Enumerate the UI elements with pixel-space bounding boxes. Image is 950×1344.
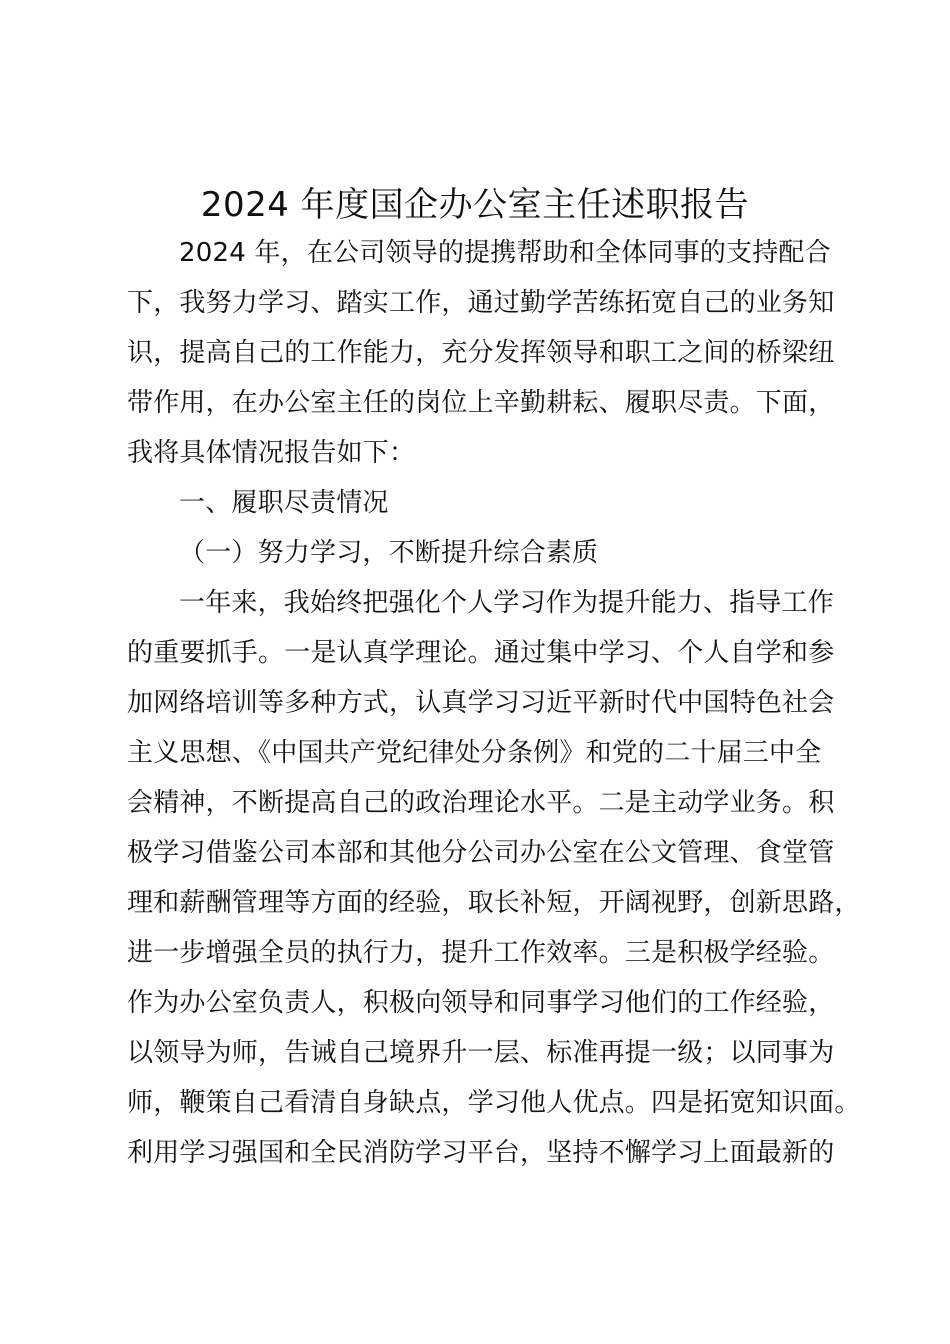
paragraph-line: 的重要抓手。一是认真学理论。通过集中学习、个人自学和参 <box>127 638 835 668</box>
paragraph-line: 主义思想、《中国共产党纪律处分条例》和党的二十届三中全 <box>127 738 822 768</box>
paragraph-line: 会精神，不断提高自己的政治理论水平。二是主动学业务。积 <box>127 788 835 818</box>
paragraph-line: 下，我努力学习、踏实工作，通过勤学苦练拓宽自己的业务知 <box>127 288 835 318</box>
paragraph-line: 极学习借鉴公司本部和其他分公司办公室在公文管理、食堂管 <box>127 838 835 868</box>
document-body <box>127 228 867 1178</box>
paragraph-line: 识，提高自己的工作能力，充分发挥领导和职工之间的桥梁纽 <box>127 338 835 368</box>
subsection-heading: （一）努力学习，不断提升综合素质 <box>179 538 599 568</box>
paragraph-line: 理和薪酬管理等方面的经验，取长补短，开阔视野，创新思路， <box>127 888 861 918</box>
paragraph-line: 带作用，在办公室主任的岗位上辛勤耕耘、履职尽责。下面， <box>127 388 835 418</box>
paragraph-line: 一年来，我始终把强化个人学习作为提升能力、指导工作 <box>179 588 835 618</box>
paragraph-line: 师，鞭策自己看清自身缺点，学习他人优点。四是拓宽知识面。 <box>127 1088 861 1118</box>
paragraph-line: 2024 年，在公司领导的提携帮助和全体同事的支持配合 <box>179 238 831 268</box>
paragraph-line: 利用学习强国和全民消防学习平台，坚持不懈学习上面最新的 <box>127 1138 835 1168</box>
paragraph-line: 以领导为师，告诫自己境界升一层、标准再提一级；以同事为 <box>127 1038 835 1068</box>
document-title: 2024 年度国企办公室主任述职报告 <box>200 185 750 225</box>
paragraph-line: 作为办公室负责人，积极向领导和同事学习他们的工作经验， <box>127 988 835 1018</box>
paragraph-line: 进一步增强全员的执行力，提升工作效率。三是积极学经验。 <box>127 938 835 968</box>
paragraph-line: 我将具体情况报告如下： <box>127 438 416 468</box>
paragraph-line: 加网络培训等多种方式，认真学习习近平新时代中国特色社会 <box>127 688 835 718</box>
section-heading: 一、履职尽责情况 <box>179 488 389 518</box>
